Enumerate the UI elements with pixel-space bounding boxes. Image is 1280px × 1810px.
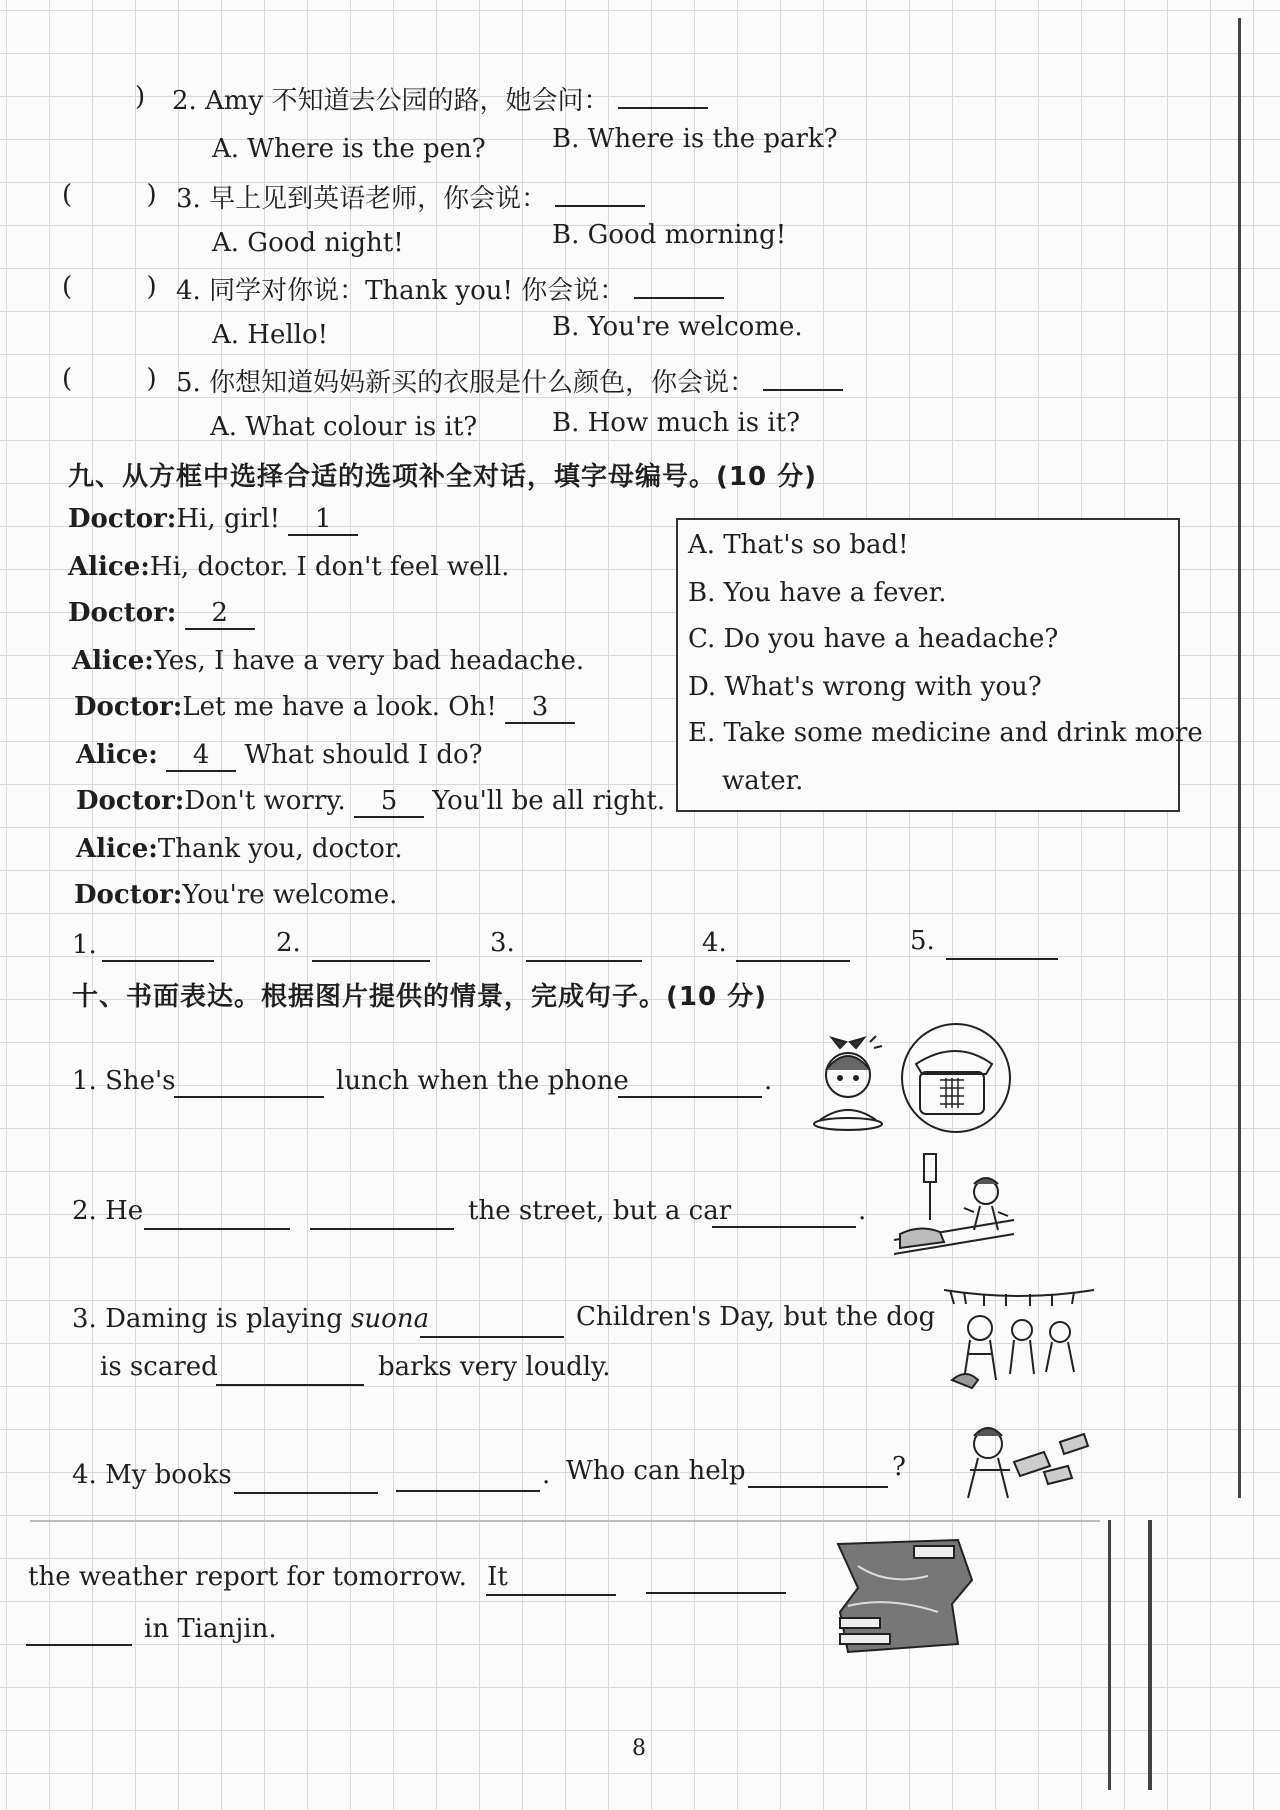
answer-label-1: 1. <box>72 930 97 960</box>
sentence-italic-word: suona <box>351 1304 430 1334</box>
sentence-1-blank-1[interactable] <box>174 1096 324 1098</box>
sentence-3-start <box>72 1304 429 1334</box>
dialogue-line-1 <box>68 504 358 536</box>
weather-blank-1[interactable] <box>486 1594 616 1596</box>
sentence-4-start: 4. My books <box>72 1460 232 1490</box>
option-e: E. Take some medicine and drink more <box>688 718 1203 748</box>
dialogue-text: You're welcome. <box>182 880 398 910</box>
question-4 <box>176 270 724 307</box>
option-a-2: A. Where is the pen? <box>212 134 486 164</box>
sentence-4-blank-3[interactable] <box>748 1486 888 1488</box>
dialogue-text: Don't worry. <box>184 786 346 816</box>
question-text: 你想知道妈妈新买的衣服是什么颜色，你会说： <box>209 368 756 398</box>
option-a-5: A. What colour is it? <box>210 412 478 442</box>
section-9-title: 九、从方框中选择合适的选项补全对话，填字母编号。(10 分) <box>68 462 817 492</box>
traffic-light-icon <box>924 1154 936 1182</box>
weather-map-picture <box>818 1536 978 1656</box>
answer-label-2: 2. <box>276 928 301 958</box>
sentence-1-start: 1. She's <box>72 1066 176 1096</box>
dialogue-text: What should I do? <box>244 740 483 770</box>
binding-line <box>1238 18 1241 1498</box>
sentence-4-mid: Who can help <box>566 1456 746 1486</box>
speaker: Alice: <box>72 646 154 676</box>
question-number: 3. <box>176 184 201 214</box>
answer-bracket-5: ( ) <box>62 364 157 394</box>
sentence-2-blank-1[interactable] <box>144 1228 290 1230</box>
overlay-top-edge <box>30 1520 1100 1522</box>
speaker: Alice: <box>76 834 158 864</box>
dialogue-blank-2[interactable]: 2 <box>185 598 255 630</box>
weather-blank-2[interactable] <box>646 1592 786 1594</box>
speaker: Doctor: <box>74 880 183 910</box>
page-number: 8 <box>632 1736 646 1761</box>
sentence-3-mid: Children's Day, but the dog <box>576 1302 936 1332</box>
boy-crossing-street-picture <box>890 1150 1020 1268</box>
question-2 <box>172 80 708 117</box>
option-a-4: A. Hello! <box>212 320 329 350</box>
answer-label-5: 5. <box>910 926 935 956</box>
option-a: A. That's so bad! <box>688 530 909 560</box>
sentence-text: It <box>487 1562 508 1592</box>
boy-icon <box>968 1316 992 1340</box>
dialogue-text: Yes, I have a very bad headache. <box>153 646 585 676</box>
question-text: 同学对你说：Thank you! 你会说： <box>209 276 626 306</box>
answer-blank[interactable] <box>555 179 645 207</box>
option-b-2: B. Where is the park? <box>552 124 838 154</box>
dialogue-blank-1[interactable]: 1 <box>288 504 358 536</box>
answer-label-4: 4. <box>702 928 727 958</box>
dialogue-blank-5[interactable]: 5 <box>354 786 424 818</box>
option-d: D. What's wrong with you? <box>688 672 1042 702</box>
speaker: Alice: <box>68 552 150 582</box>
speaker: Doctor: <box>68 598 177 628</box>
sentence-3-line2b: barks very loudly. <box>378 1352 611 1382</box>
option-b: B. You have a fever. <box>688 578 947 608</box>
speaker: Doctor: <box>68 504 177 534</box>
sentence-3-blank-1[interactable] <box>420 1336 564 1338</box>
books-icon <box>1014 1434 1088 1484</box>
dialogue-text: You'll be all right. <box>432 786 666 816</box>
sentence-1-blank-2[interactable] <box>618 1096 762 1098</box>
binding-line-lower-2 <box>1148 1520 1152 1790</box>
dialogue-line-8 <box>76 834 403 864</box>
dialogue-text: Hi, doctor. I don't feel well. <box>149 552 510 582</box>
telephone-icon <box>902 1024 1010 1132</box>
weather-sentence <box>28 1562 508 1592</box>
weather-sentence-end: in Tianjin. <box>144 1614 277 1644</box>
option-b-5: B. How much is it? <box>552 408 801 438</box>
girl-icon <box>814 1036 882 1130</box>
sentence-3-blank-2[interactable] <box>216 1384 364 1386</box>
sentence-4-blank-1[interactable] <box>234 1492 378 1494</box>
answer-blank-4[interactable] <box>736 960 850 962</box>
dialogue-blank-3[interactable]: 3 <box>505 692 575 724</box>
question-5 <box>176 362 843 399</box>
answer-blank-3[interactable] <box>526 960 642 962</box>
sentence-2-start: 2. He <box>72 1196 144 1226</box>
answer-bracket-4: ( ) <box>62 272 157 302</box>
option-b-4: B. You're welcome. <box>552 312 803 342</box>
boy-dropping-books-picture <box>940 1412 1100 1512</box>
sentence-2-blank-2[interactable] <box>310 1228 454 1230</box>
answer-bracket-2: ) <box>135 82 146 112</box>
question-number: 2. <box>172 86 197 116</box>
dialogue-text: Thank you, doctor. <box>157 834 403 864</box>
dialogue-line-9 <box>74 880 397 910</box>
speaker: Alice: <box>76 740 158 770</box>
sentence-2-blank-3[interactable] <box>712 1226 856 1228</box>
banner-icon <box>944 1290 1094 1296</box>
answer-blank-5[interactable] <box>946 958 1058 960</box>
question-text: 早上见到英语老师，你会说： <box>209 184 548 214</box>
answer-blank-2[interactable] <box>312 960 430 962</box>
answer-blank[interactable] <box>634 271 724 299</box>
car-icon <box>900 1228 944 1248</box>
speaker: Doctor: <box>76 786 185 816</box>
dialogue-line-7 <box>76 786 665 818</box>
dialogue-text: Let me have a look. Oh! <box>182 692 497 722</box>
question-number: 5. <box>176 368 201 398</box>
sentence-4-period: . <box>542 1460 551 1490</box>
question-3 <box>176 178 645 215</box>
sentence-text: the weather report for tomorrow. <box>28 1562 467 1592</box>
dialogue-line-6 <box>76 740 483 772</box>
sentence-4-blank-2[interactable] <box>396 1490 540 1492</box>
sentence-4-end: ? <box>892 1452 906 1482</box>
options-box <box>676 518 1203 812</box>
answer-blank[interactable] <box>618 81 708 109</box>
option-c: C. Do you have a headache? <box>688 624 1059 654</box>
sentence-1-mid: lunch when the phone <box>336 1066 629 1096</box>
sentence-2-mid: the street, but a car <box>468 1196 732 1226</box>
answer-blank[interactable] <box>763 363 843 391</box>
answer-label-3: 3. <box>490 928 515 958</box>
question-number: 4. <box>176 276 201 306</box>
girl-eating-phone-ringing-picture <box>800 1020 1020 1140</box>
dialogue-line-5 <box>74 692 575 724</box>
section-10-title: 十、书面表达。根据图片提供的情景，完成句子。(10 分) <box>72 982 767 1012</box>
option-e-cont: water. <box>722 766 804 796</box>
question-text: Amy 不知道去公园的路，她会问： <box>205 86 610 116</box>
answer-bracket-3: ( ) <box>62 180 157 210</box>
dog-icon <box>952 1374 978 1388</box>
dialogue-blank-4[interactable]: 4 <box>166 740 236 772</box>
sentence-1-end: . <box>764 1066 773 1096</box>
option-a-3: A. Good night! <box>212 228 404 258</box>
option-b-3: B. Good morning! <box>552 220 787 250</box>
speaker: Doctor: <box>74 692 183 722</box>
binding-line-lower <box>1108 1520 1111 1790</box>
dialogue-line-2 <box>68 552 509 582</box>
sentence-2-end: . <box>858 1196 867 1226</box>
dialogue-line-3 <box>68 598 255 630</box>
sentence-3-line2a: is scared <box>100 1352 218 1382</box>
dialogue-text: Hi, girl! <box>176 504 281 534</box>
children-day-suona-picture <box>940 1284 1100 1394</box>
weather-blank-3[interactable] <box>26 1644 132 1646</box>
dialogue-line-4 <box>72 646 584 676</box>
sentence-text: 3. Daming is playing <box>72 1304 343 1334</box>
answer-blank-1[interactable] <box>102 960 214 962</box>
